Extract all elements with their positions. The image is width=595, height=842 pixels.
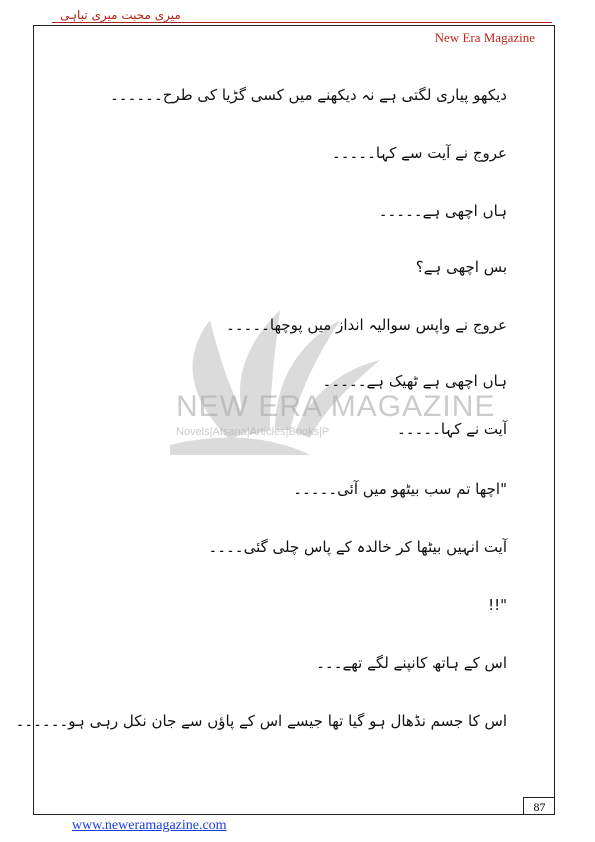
- text-line: دیکھو پیاری لگتی ہے نہ دیکھنے میں کسی گڑیا کی طرح۔۔۔۔۔۔: [110, 86, 507, 104]
- text-line: اس کا جسم نڈھال ہو گیا تھا جیسے اس کے پاؤں سے جان نکل رہی ہو۔۔۔۔۔۔: [15, 712, 507, 730]
- watermark-subtitle: Novels|Afsana|Articles|Books|P: [176, 426, 330, 438]
- text-line: آیت انہیں بیٹھا کر خالدہ کے پاس چلی گئی۔۔۔۔: [208, 538, 507, 556]
- watermark-title: NEW ERA MAGAZINE: [176, 390, 496, 423]
- text-line: ہاں اچھی ہے ٹھیک ہے۔۔۔۔۔: [322, 372, 507, 390]
- text-line: آیت نے کہا۔۔۔۔۔: [396, 420, 507, 438]
- header-rule: [52, 22, 552, 23]
- text-line: عروج نے آیت سے کہا۔۔۔۔۔: [331, 144, 507, 162]
- footer-url-link[interactable]: www.neweramagazine.com: [72, 818, 227, 833]
- running-title: میری محبت میری تباہی: [60, 8, 181, 22]
- page-number: 87: [523, 797, 555, 815]
- text-line: بس اچھی ہے؟: [415, 258, 507, 276]
- magazine-name: New Era Magazine: [434, 30, 535, 45]
- text-line: عروج نے واپس سوالیہ انداز میں پوچھا۔۔۔۔۔: [225, 316, 507, 334]
- text-line: اس کے ہاتھ کانپنے لگے تھے۔۔۔: [316, 654, 507, 672]
- text-line: ہاں اچھی ہے۔۔۔۔۔: [378, 202, 507, 220]
- text-line: "!!: [488, 596, 507, 614]
- text-line: "اچھا تم سب بیٹھو میں آئی۔۔۔۔۔: [293, 480, 507, 498]
